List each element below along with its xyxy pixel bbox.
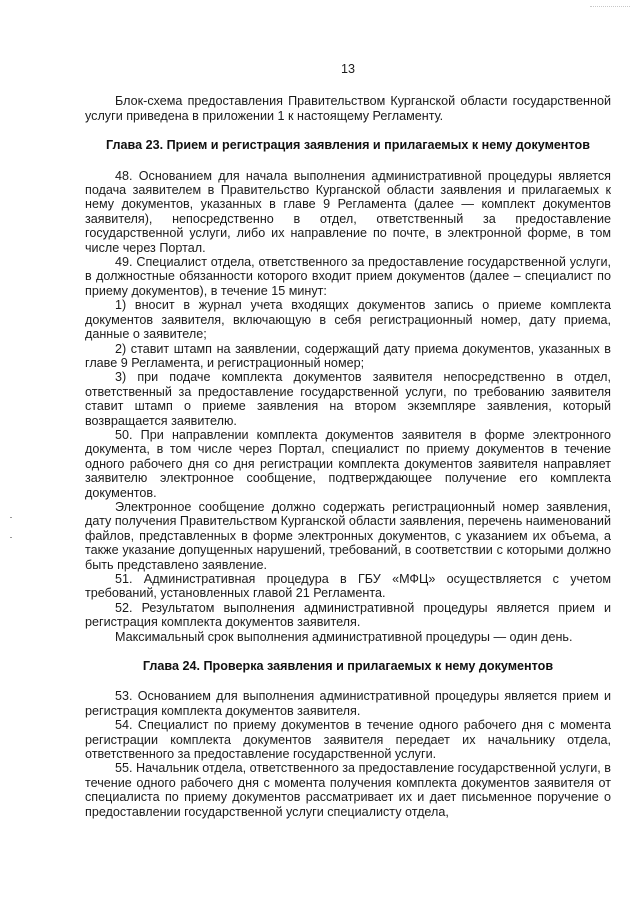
list-item: 3) при подаче комплекта документов заявителя непосредственно в отдел, ответственный за предоставление государственной услуги, по требованию заявителя ставит штамп о приеме заявления на втором экземпляре заявления, который возвращается заявителю.	[85, 370, 611, 428]
paragraph: Максимальный срок выполнения административной процедуры — один день.	[115, 629, 573, 644]
paragraph: 55. Начальник отдела, ответственного за предоставление государственной услуги, в течение одного рабочего дня с момента получения комплекта документов заявителя от специалиста по приему документов рассматривает их и дает письменное поручение о предоставлении государственной услуги специалисту отдела,	[85, 761, 611, 819]
chapter-24-body	[85, 689, 611, 819]
paragraph: 54. Специалист по приему документов в течение одного рабочего дня с момента регистрации комплекта документов заявителя передает их начальнику отдела, ответственного за предоставление государственной услуги.	[85, 718, 611, 762]
intro-paragraph: Блок-схема предоставления Правительством Курганской области государственной услуги приведена в приложении 1 к настоящему Регламенту.	[85, 94, 611, 123]
list-item: 1) вносит в журнал учета входящих документов запись о приеме комплекта документов заявителя, включающую в себя регистрационный номер, дату приема, данные о заявителе;	[85, 298, 611, 342]
chapter-24-title: Глава 24. Проверка заявления и прилагаемых к нему документов	[142, 659, 554, 674]
scan-artifact	[10, 537, 12, 538]
scan-artifact	[10, 517, 12, 518]
paragraph: Электронное сообщение должно содержать регистрационный номер заявления, дату получения Правительством Курганской области заявления, перечень наименований файлов, представленных в форме электронных документов, с указанием их объема, а также указание допущенных нарушений, требований, в соответствии с которыми должно быть представлено заявление.	[85, 499, 611, 572]
paragraph: 48. Основанием для начала выполнения административной процедуры является подача заявителем в Правительство Курганской области заявления и прилагаемых к нему документов, указанных в главе 9 Регламента (далее — комплект документов заявителя), непосредственно в отдел, ответственный за предоставление государственной услуги, либо их направление по почте, в электронной форме, в том числе через Портал.	[85, 168, 611, 255]
list-item: 2) ставит штамп на заявлении, содержащий дату приема документов, указанных в главе 9 Регламента, и регистрационный номер;	[85, 341, 611, 370]
paragraph: 52. Результатом выполнения административной процедуры является прием и регистрация комплекта документов заявителя.	[85, 600, 611, 630]
paragraph: 53. Основанием для выполнения административной процедуры является прием и регистрация комплекта документов заявителя.	[85, 689, 611, 718]
paragraph: 49. Специалист отдела, ответственного за предоставление государственной услуги, в должностные обязанности которого входит прием документов (далее – специалист по приему документов), в течение 15 минут:	[85, 255, 611, 298]
chapter-23-title: Глава 23. Прием и регистрация заявления и прилагаемых к нему документов	[106, 138, 590, 153]
document-page	[85, 62, 611, 819]
paragraph: 50. При направлении комплекта документов заявителя в форме электронного документа, в том числе через Портал, специалист по приему документов в течение одного рабочего дня со дня регистрации комплекта документов заявителя направляет заявителю электронное сообщение, подтверждающее получение его комплекта документов.	[85, 427, 611, 500]
chapter-23-body	[85, 169, 611, 644]
paragraph: 51. Административная процедура в ГБУ «МФЦ» осуществляется с учетом требований, установленных главой 21 Регламента.	[85, 572, 611, 601]
page-number: 13	[340, 62, 355, 76]
scan-artifact	[590, 6, 630, 9]
